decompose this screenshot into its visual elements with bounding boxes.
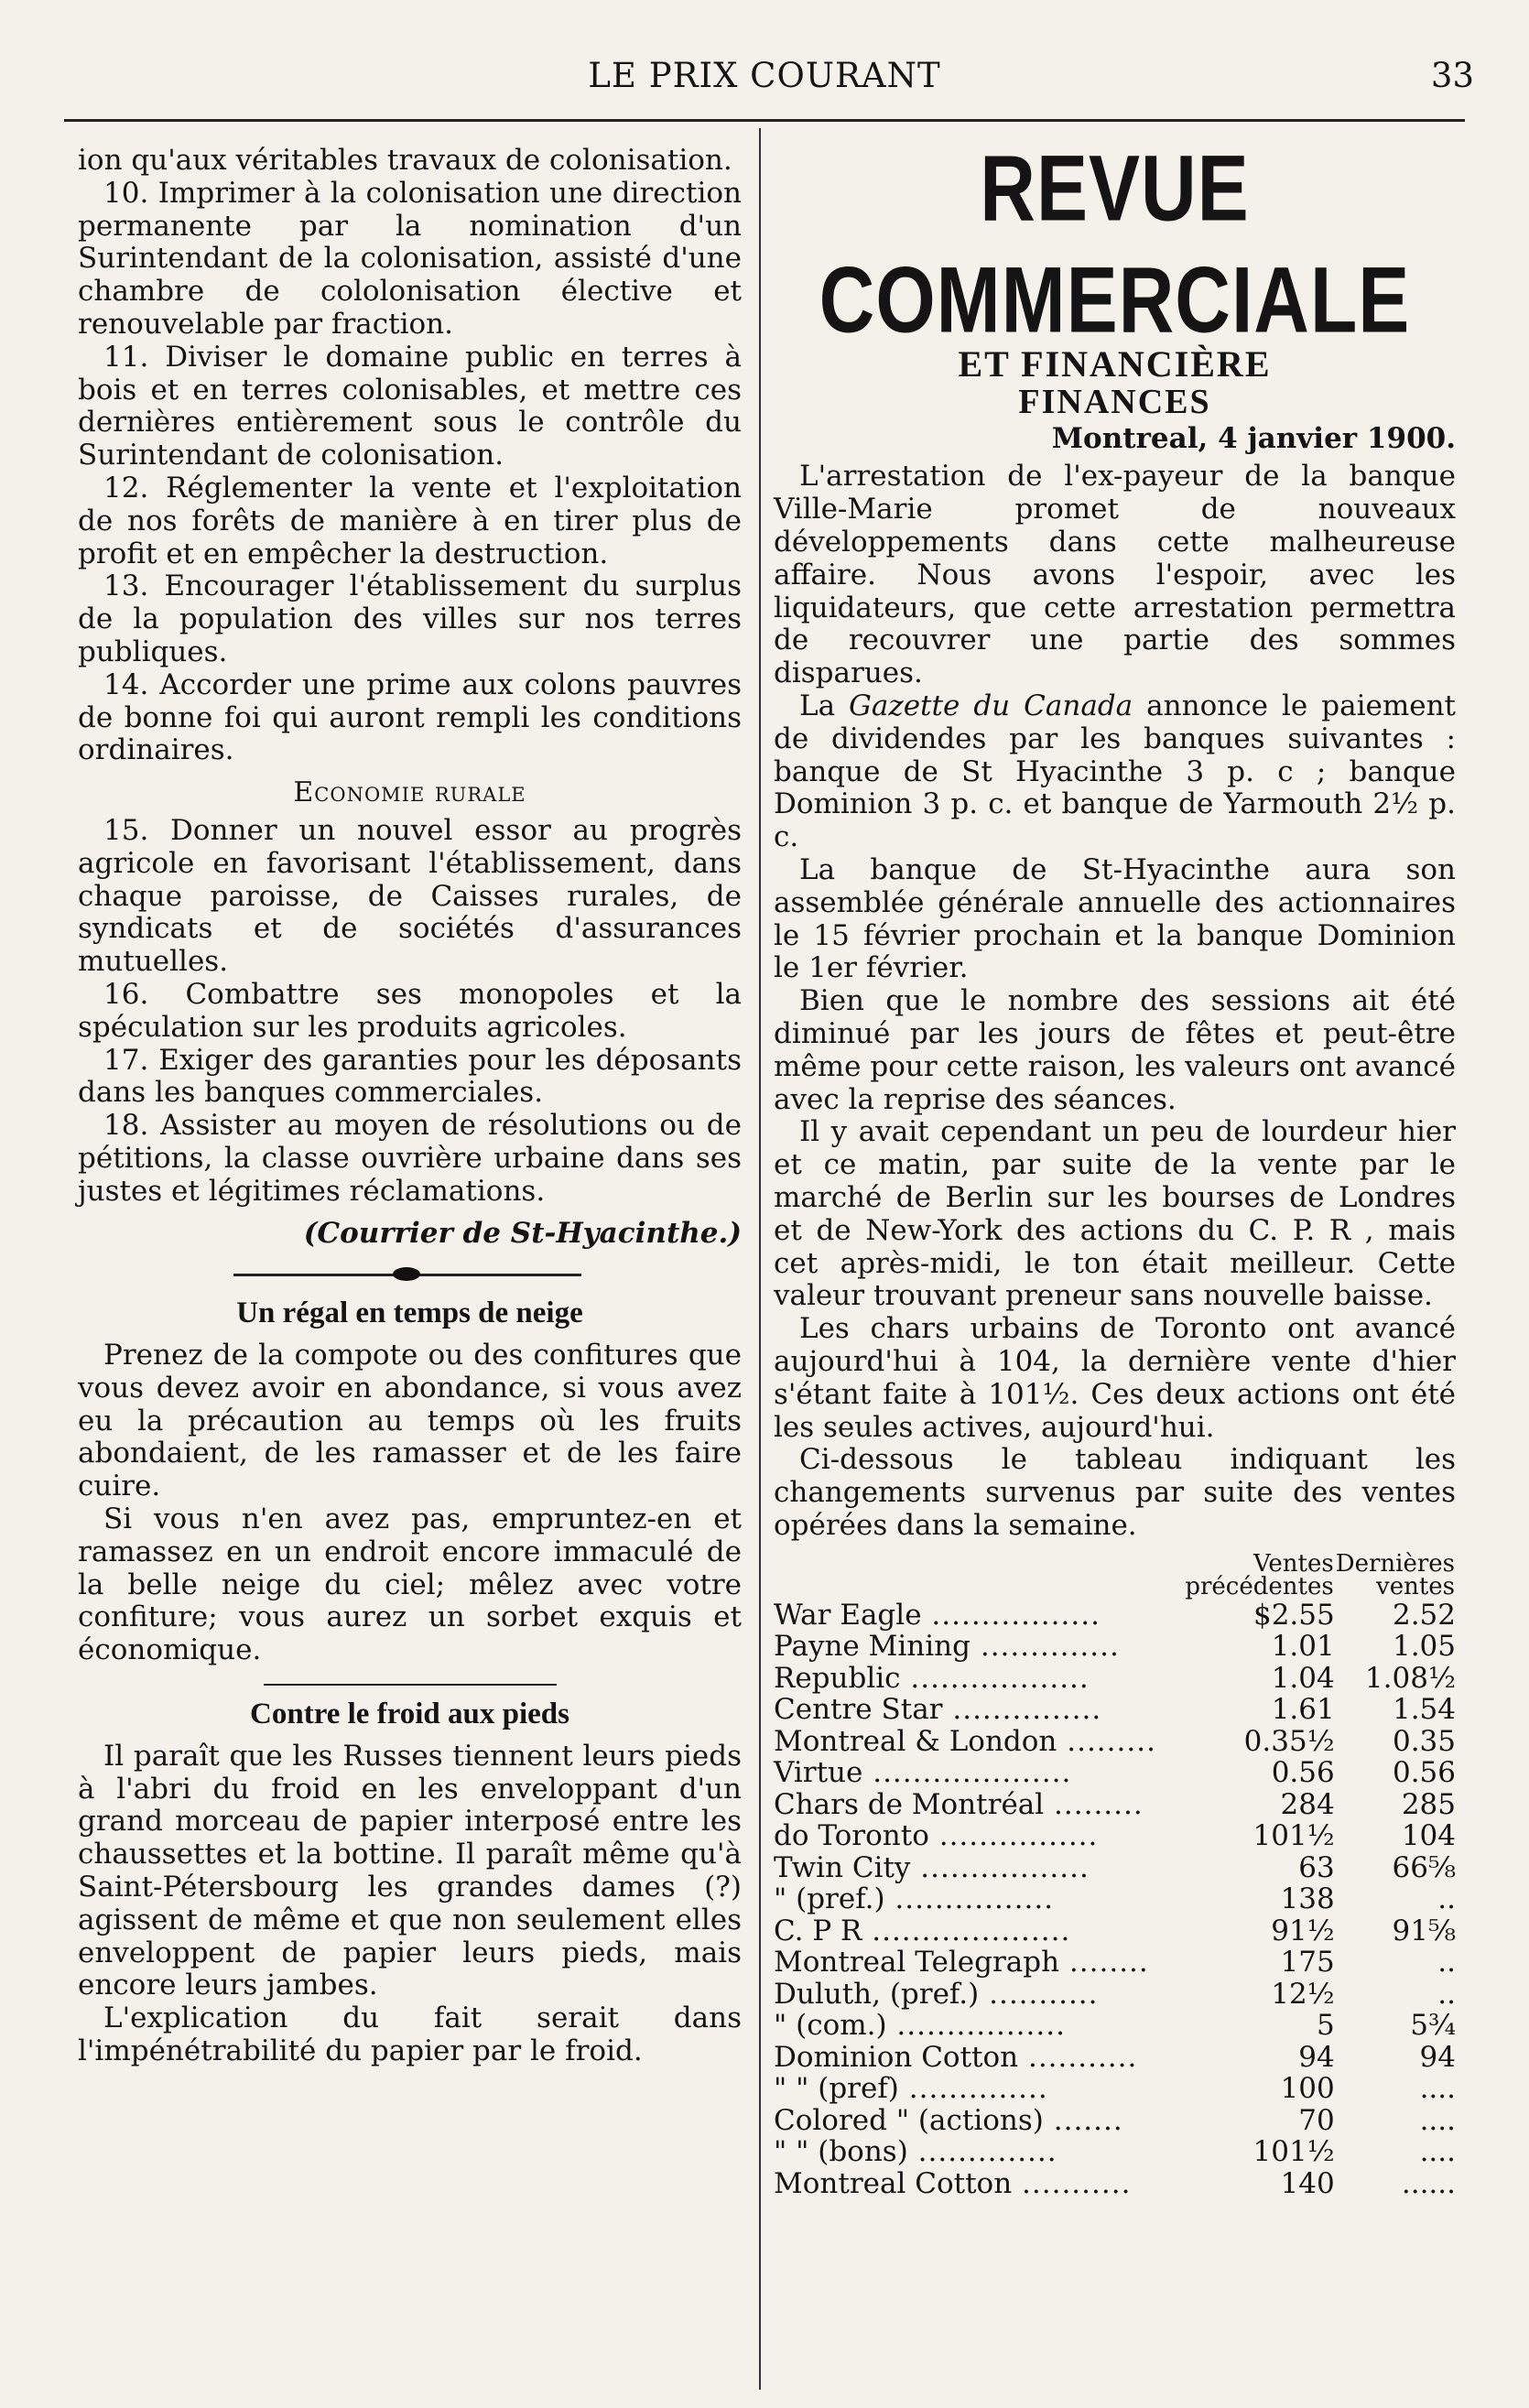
table-row [774,1726,1456,1758]
paragraph: La banque de St-Hyacinthe aura son assemblée générale annuelle des actionnaires le 15 février prochain et la banque Dominion le 1er février. [774,852,1456,985]
finances-heading: FINANCES [1018,382,1211,421]
paragraph: L'arrestation de l'ex-payeur de la banque Ville-Marie promet de nouveaux développements dans cette malheureuse affaire. Nous avons l'espoir, avec les liquidateurs, que cette arrestation permettra de recouvrer une partie des sommes disparues. [774,460,1456,690]
stock-name: Colored " (actions) ....... [774,2103,1123,2137]
stock-name: C. P R .................... [774,1914,1071,1947]
paragraph: Il y avait cependant un peu de lourdeur hier et ce matin, par suite de la vente par le marché de Berlin sur les bourses de Londres et de New-York des actions du C. P. R , mais cet après-midi, le ton était meilleur. Cette valeur trouvant preneur sans nouvelle baisse. [774,1115,1456,1313]
table-row [774,1631,1456,1663]
last-sale: 5¾ [1410,2009,1456,2043]
stock-name: Duluth, (pref.) ........... [774,1977,1099,2011]
article-heading-froid: Contre le froid aux pieds [250,1698,569,1731]
table-row [774,2010,1456,2042]
table-row [774,1694,1456,1726]
last-sale: 94 [1419,2040,1456,2074]
stock-name: Twin City ................. [774,1850,1090,1884]
paragraph: Bien que le nombre des sessions ait été diminué par les jours de fêtes et peut-être même pour cette raison, les valeurs ont avancé avec la reprise des séances. [774,984,1456,1116]
stock-name: Virtue .................... [774,1756,1072,1790]
prev-sale: 1.04 [1271,1661,1335,1695]
right-column [774,135,1456,2200]
gazette-title: Gazette du Canada [849,689,1133,722]
prev-sale: 70 [1298,2103,1335,2137]
last-sale: .. [1437,1946,1456,1980]
table-row [774,1883,1456,1915]
table-row [774,2073,1456,2105]
revue-title: REVUE COMMERCIALE [819,135,1411,353]
table-row [774,2105,1456,2137]
paragraph: Prenez de la compote ou des confitures que vous devez avoir en abondance, si vous avez eu la précaution au temps où les fruits abondaient, de les ramasser et de les faire cuire. [78,1339,742,1503]
stock-name: do Toronto ................ [774,1819,1099,1853]
last-sale: .. [1437,1977,1456,2011]
paragraph: Ci-dessous le tableau indiquant les changements survenus par suite des ventes opérées dans la semaine. [774,1443,1456,1542]
stock-name: Montreal Telegraph ........ [774,1946,1149,1980]
prev-sale: 91½ [1271,1914,1335,1947]
stock-name: " " (pref) .............. [774,2072,1048,2106]
stock-name: Centre Star ............... [774,1693,1102,1727]
prev-sale: 1.01 [1271,1630,1335,1664]
paragraph: 16. Combattre ses monopoles et la spéculation sur les produits agricoles. [78,977,742,1044]
col-header-last: Dernières ventes [1335,1549,1455,1600]
last-sale: 66⅝ [1392,1850,1456,1884]
stock-name: " (com.) ................. [774,2009,1066,2043]
page-number: 33 [1430,56,1474,95]
table-row [774,1789,1456,1821]
prev-sale: 12½ [1271,1977,1335,2011]
last-sale: .... [1419,2103,1456,2137]
section-rule [264,1684,557,1686]
page-header [37,50,1492,105]
prev-sale: 101½ [1252,1819,1335,1853]
prev-sale: 284 [1280,1787,1335,1821]
section-heading-economie: Economie rurale [293,776,526,809]
prev-sale: 94 [1298,2040,1335,2074]
prev-sale: 140 [1280,2166,1335,2200]
last-sale: 104 [1401,1819,1456,1853]
paragraph: ion qu'aux véritables travaux de colonisation. [78,144,732,177]
left-column [78,145,742,2068]
prev-sale: 0.56 [1271,1756,1335,1790]
last-sale: ...... [1401,2166,1456,2200]
stock-quotes-table [774,1549,1456,2200]
gazette-text: La Gazette du Canada annonce le paiement de dividendes par les banques suivantes : banque de St Hyacinthe 3 p. c ; banque Dominion 3 p. c. et banque de Yarmouth 2½ p. c. [774,689,1456,854]
stock-name: " (pref.) ................ [774,1882,1055,1916]
stock-name: Republic .................. [774,1661,1090,1695]
prev-sale: $2.55 [1252,1598,1335,1632]
paragraph: 18. Assister au moyen de résolutions ou de pétitions, la classe ouvrière urbaine dans ses justes et légitimes réclamations. [78,1109,742,1208]
table-row [774,2168,1456,2200]
source-credit: (Courrier de St-Hyacinthe.) [303,1216,742,1250]
col-header-prev: Ventes précédentes [1185,1549,1334,1600]
prev-sale: 138 [1280,1882,1335,1916]
last-sale: .... [1419,2135,1456,2169]
paragraph: Si vous n'en avez pas, empruntez-en et ramassez en un endroit encore immaculé de la belle neige du ciel; mêlez avec votre confiture; vous aurez un sorbet exquis et économique. [78,1502,742,1667]
revue-subtitle: ET FINANCIÈRE [958,343,1272,385]
last-sale: 0.35 [1392,1724,1456,1758]
article-heading-regal: Un régal en temps de neige [236,1296,583,1330]
prev-sale: 101½ [1252,2135,1335,2169]
paragraph: 10. Imprimer à la colonisation une direction permanente par la nomination d'un Surintendant de la colonisation, assisté d'une chambre de cololonisation élective et renouvelable par fraction. [78,176,742,341]
paragraph: 15. Donner un nouvel essor au progrès agricole en favorisant l'établissement, dans chaque paroisse, de Caisses rurales, de syndicats et de sociétés d'assurances mutuelles. [78,813,742,979]
paragraph-gazette [774,690,1456,854]
last-sale: .... [1419,2072,1456,2106]
stock-name: Payne Mining .............. [774,1630,1120,1664]
stock-name: Dominion Cotton ........... [774,2040,1138,2074]
table-row [774,2042,1456,2074]
last-sale: 1.08½ [1364,1661,1456,1695]
table-row [774,2136,1456,2168]
prev-sale: 0.35½ [1243,1724,1335,1758]
table-row [774,1915,1456,1947]
prev-sale: 175 [1280,1946,1335,1980]
table-row [774,1600,1456,1632]
paragraph: 14. Accorder une prime aux colons pauvres de bonne foi qui auront rempli les conditions ordinaires. [78,667,742,767]
last-sale: .. [1437,1882,1456,1916]
table-row [774,1979,1456,2011]
stock-name: Chars de Montréal ......... [774,1787,1144,1821]
table-row [774,1820,1456,1852]
prev-sale: 5 [1316,2009,1335,2043]
table-row [774,1663,1456,1695]
stock-name: War Eagle ................. [774,1598,1101,1632]
dateline: Montreal, 4 janvier 1900. [1051,421,1456,455]
paragraph: Les chars urbains de Toronto ont avancé aujourd'hui à 104, la dernière vente d'hier s'étant faite à 101½. Ces deux actions ont été les seules actives, aujourd'hui. [774,1312,1456,1444]
paragraph: 17. Exiger des garanties pour les déposants dans les banques commerciales. [78,1043,742,1110]
header-rule [64,119,1465,122]
paragraph: 12. Réglementer la vente et l'exploitation de nos forêts de manière à en tirer plus de profit et en empêcher la destruction. [78,471,742,570]
paragraph: L'explication du fait serait dans l'impénétrabilité du papier par le froid. [78,2001,742,2068]
prev-sale: 63 [1298,1850,1335,1884]
publication-title: LE PRIX COURANT [588,56,941,95]
paragraph: 11. Diviser le domaine public en terres à bois et en terres colonisables, et mettre ces dernières entièrement sous le contrôle du Surintendant de colonisation. [78,340,742,472]
table-row [774,1852,1456,1884]
prev-sale: 1.61 [1271,1693,1335,1727]
last-sale: 1.54 [1392,1693,1456,1727]
paragraph: 13. Encourager l'établissement du surplus de la population des villes sur nos terres publiques. [78,569,742,668]
stock-name: " " (bons) .............. [774,2135,1057,2169]
last-sale: 1.05 [1392,1630,1456,1664]
last-sale: 285 [1401,1787,1456,1821]
table-row [774,1947,1456,1979]
last-sale: 91⅝ [1392,1914,1456,1947]
stock-name: Montreal & London ......... [774,1724,1156,1758]
column-divider [759,128,761,2390]
table-row [774,1757,1456,1789]
last-sale: 2.52 [1392,1598,1456,1632]
prev-sale: 100 [1280,2072,1335,2106]
paragraph: Il paraît que les Russes tiennent leurs pieds à l'abri du froid en les enveloppant d'un grand morceau de papier interposé entre les chaussettes et la bottine. Il paraît même qu'à Saint-Pétersbourg les grandes dames (?) agissent de même et que non seulement elles enveloppent de papier leurs pieds, mais encore leurs jambes. [78,1739,742,2002]
ornamental-divider [78,1261,742,1288]
last-sale: 0.56 [1392,1756,1456,1790]
stock-name: Montreal Cotton ........... [774,2166,1132,2200]
